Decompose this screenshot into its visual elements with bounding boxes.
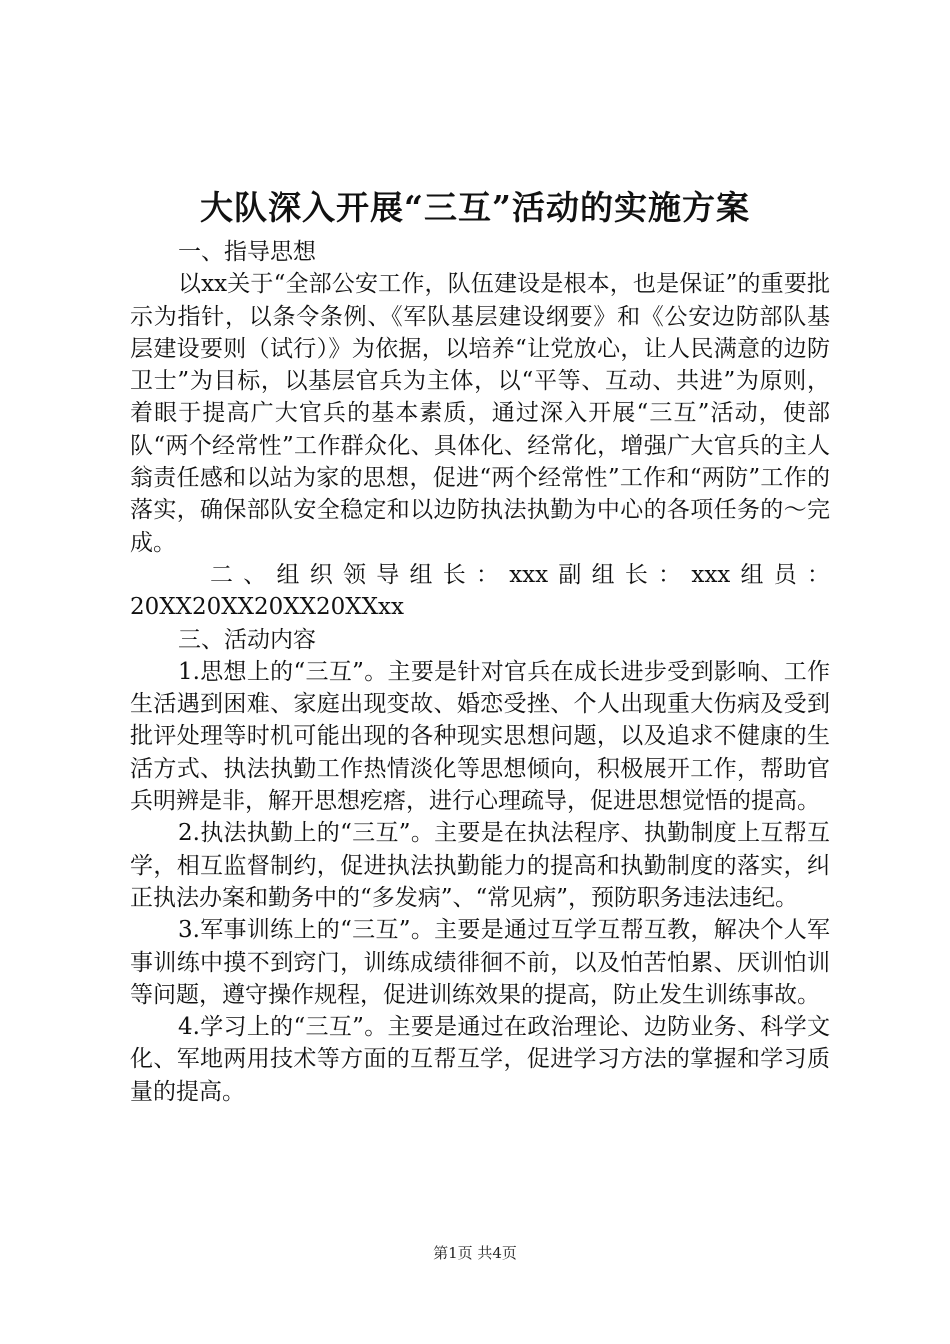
section-heading-activities: 三、活动内容	[178, 626, 316, 653]
section-heading-guiding-thought: 一、指导思想	[178, 239, 316, 265]
section-heading-leadership: 二、组织领导组长：xxx副组长：xxx组员：	[210, 561, 830, 588]
activity-item-study: 4.学习上的“三互”。主要是通过在政治理论、边防业务、科学文化、军地两用技术等方面的互帮互学，促进学习方法的掌握和学习质量的提高。	[130, 1014, 830, 1105]
activity-item-law-enforcement: 2.执法执勤上的“三互”。主要是在执法程序、执勤制度上互帮互学，相互监督制约，促进执法执勤能力的提高和执勤制度的落实，纠正执法办案和勤务中的“多发病”、“常见病”，预防职务违法违纪。	[130, 820, 830, 911]
activity-item-military-training: 3.军事训练上的“三互”。主要是通过互学互帮互教，解决个人军事训练中摸不到窍门，训练成绩徘徊不前，以及怕苦怕累、厌训怕训等问题，遵守操作规程，促进训练效果的提高，防止发生训练事故。	[130, 917, 830, 1008]
leadership-members: 20XX20XX20XX20XXxx	[130, 594, 405, 621]
page-footer: 第1页 共4页	[433, 1244, 517, 1262]
document-title: 大队深入开展“三互”活动的实施方案	[200, 188, 750, 227]
activity-item-thought: 1.思想上的“三互”。主要是针对官兵在成长进步受到影响、工作生活遇到困难、家庭出现变故、婚恋受挫、个人出现重大伤病及受到批评处理等时机可能出现的各种现实思想问题，以及追求不健康的生活方式、执法执勤工作热情淡化等思想倾向，积极展开工作，帮助官兵明辨是非，解开思想疙瘩，进行心理疏导，促进思想觉悟的提高。	[130, 658, 830, 815]
paragraph-guiding-thought: 以xx关于“全部公安工作，队伍建设是根本，也是保证”的重要批示为指针，以条令条例、《军队基层建设纲要》和《公安边防部队基层建设要则（试行）》为依据，以培养“让党放心，让人民满意的边防卫士”为目标，以基层官兵为主体，以“平等、互动、共进”为原则，着眼于提高广大官兵的基本素质，通过深入开展“三互”活动，使部队“两个经常性”工作群众化、具体化、经常化，增强广大官兵的主人翁责任感和以站为家的思想，促进“两个经常性”工作和“两防”工作的落实，确保部队安全稳定和以边防执法执勤为中心的各项任务的～完成。	[130, 271, 830, 556]
document-body	[130, 236, 830, 1108]
